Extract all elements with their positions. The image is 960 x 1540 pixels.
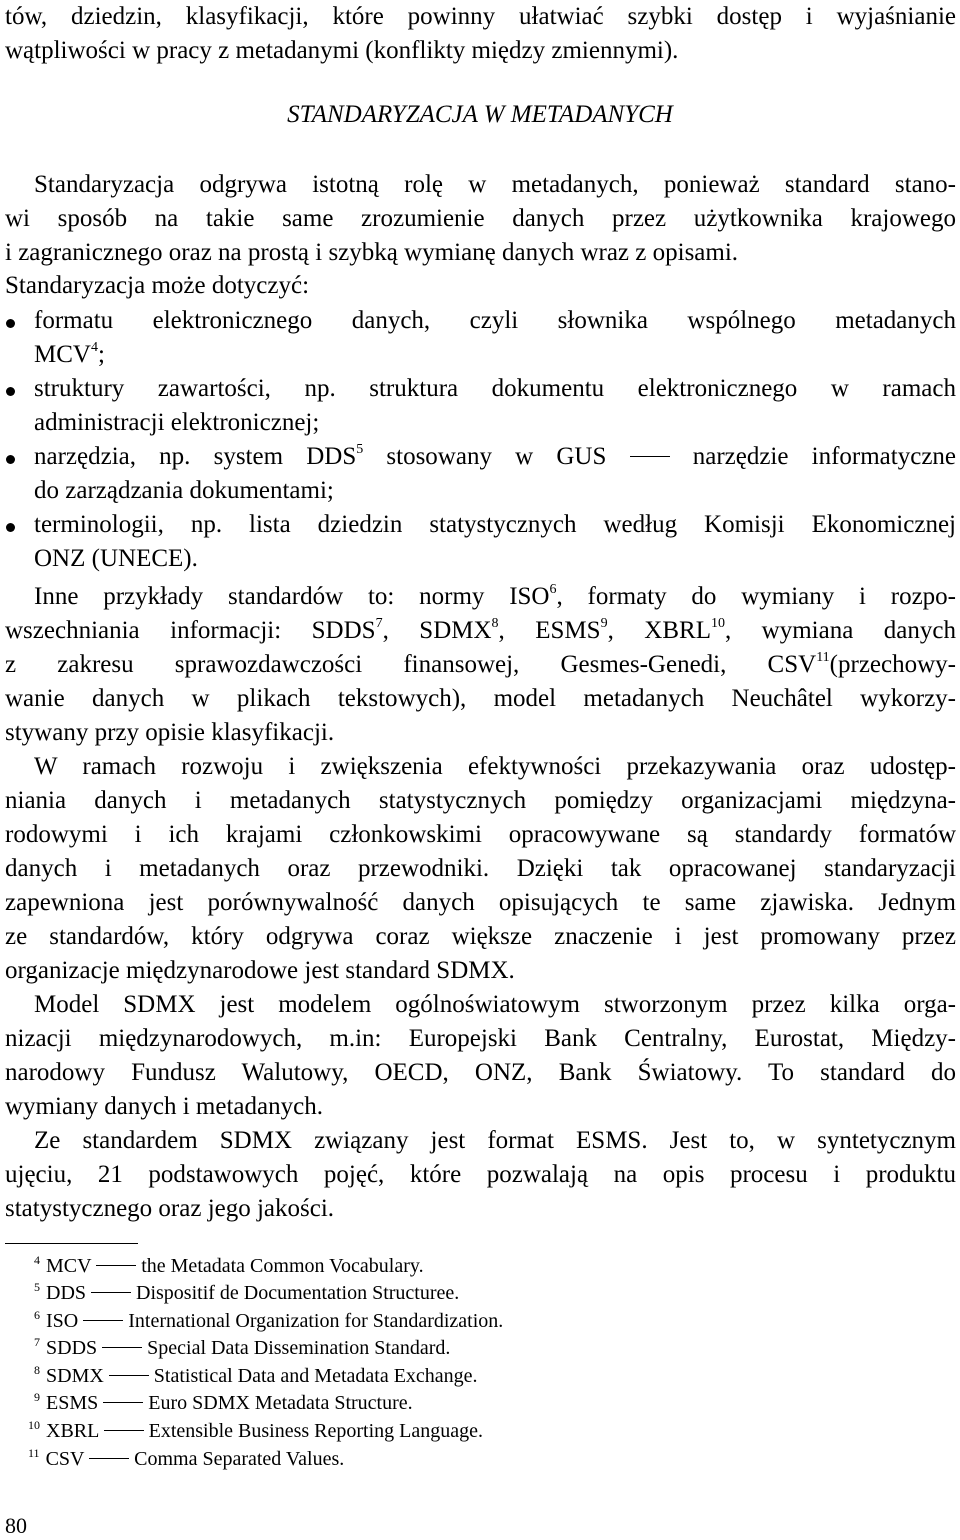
footnote-abbr: DDS <box>46 1282 87 1304</box>
page-number: 80 <box>5 1513 27 1538</box>
footnote <box>28 1446 344 1473</box>
text-span: stosowany w GUS <box>363 443 630 470</box>
bullet-icon <box>6 455 15 464</box>
text-span: , SDMX <box>382 617 492 644</box>
footnote-ref: 6 <box>549 582 557 597</box>
text-line <box>34 580 956 614</box>
footnote-number: 5 <box>34 1280 40 1294</box>
text-line: organizacje międzynarodowe jest standard SDMX. <box>5 957 515 984</box>
footnote-number: 7 <box>34 1335 40 1349</box>
text-span: z zakresu sprawozdawczości finansowej, Gesmes-Genedi, CSV <box>5 651 817 678</box>
em-dash <box>109 1375 149 1376</box>
footnote-abbr: CSV <box>45 1448 85 1470</box>
text-line: narodowy Fundusz Walutowy, OECD, ONZ, Bank Światowy. To standard do <box>5 1059 956 1086</box>
text-line: Model SDMX jest modelem ogólnoświatowym stworzonym przez kilka orga- <box>34 991 956 1018</box>
footnote-number: 10 <box>28 1418 40 1432</box>
text-line: wymiany danych i metadanych. <box>5 1093 323 1120</box>
list-item-line: administracji elektronicznej; <box>34 409 320 436</box>
footnote-divider <box>5 1243 138 1244</box>
footnote-text: Dispositif de Documentation Structuree. <box>136 1282 460 1304</box>
footnote-abbr: SDDS <box>46 1337 98 1359</box>
em-dash <box>102 1347 142 1348</box>
text-span: , wymiana danych <box>724 617 956 644</box>
footnote-text: the Metadata Common Vocabulary. <box>141 1255 424 1277</box>
em-dash <box>630 456 670 458</box>
footnote-text: Euro SDMX Metadata Structure. <box>148 1392 413 1414</box>
footnote <box>34 1335 450 1362</box>
footnote-number: 9 <box>34 1390 40 1404</box>
text-line <box>5 648 956 682</box>
footnote <box>34 1253 424 1280</box>
em-dash <box>104 1430 144 1431</box>
text-line <box>5 614 956 648</box>
text-line: W ramach rozwoju i zwiększenia efektywności przekazywania oraz udostęp- <box>34 753 956 780</box>
footnote-abbr: SDMX <box>46 1365 104 1387</box>
text-span: , XBRL <box>607 617 711 644</box>
list-item-line: ONZ (UNECE). <box>34 545 198 572</box>
footnote-abbr: XBRL <box>46 1420 99 1442</box>
text-line: nizacji międzynarodowych, m.in: Europejski Bank Centralny, Eurostat, Między- <box>5 1025 956 1052</box>
footnote-ref: 4 <box>90 340 98 355</box>
text-line: Standaryzacja odgrywa istotną rolę w metadanych, ponieważ standard stano- <box>34 171 956 198</box>
text-line: ujęciu, 21 podstawowych pojęć, które pozwalają na opis procesu i produktu <box>5 1161 956 1188</box>
footnote <box>28 1418 483 1445</box>
text-line: Standaryzacja może dotyczyć: <box>5 272 310 299</box>
footnote-text: Extensible Business Reporting Language. <box>148 1420 483 1442</box>
footnote <box>34 1280 459 1307</box>
list-item-line: struktury zawartości, np. struktura dokumentu elektronicznego w ramach <box>34 375 956 402</box>
footnote-text: Comma Separated Values. <box>134 1448 345 1470</box>
em-dash <box>91 1292 131 1293</box>
text-line: danych i metadanych oraz przewodniki. Dzięki tak opracowanej standaryzacji <box>5 855 956 882</box>
footnote-number: 6 <box>34 1308 40 1322</box>
text-span: Inne przykłady standardów to: normy ISO <box>34 583 550 610</box>
footnote-ref: 10 <box>710 616 725 631</box>
text-line: tów, dziedzin, klasyfikacji, które powinny ułatwiać szybki dostęp i wyjaśnianie <box>5 3 956 30</box>
footnote-abbr: MCV <box>46 1255 92 1277</box>
footnote <box>34 1363 478 1390</box>
text-line: statystycznego oraz jego jakości. <box>5 1195 335 1222</box>
list-item-line <box>34 338 956 372</box>
text-span: MCV <box>34 341 91 368</box>
footnote-text: International Organization for Standardization. <box>128 1310 504 1332</box>
list-item-line: terminologii, np. lista dziedzin statystycznych według Komisji Ekonomicznej <box>34 511 956 538</box>
text-span: (przechowy- <box>829 651 956 678</box>
em-dash <box>83 1320 123 1321</box>
text-line: rodowymi i ich krajami członkowskimi opracowywane są standardy formatów <box>5 821 956 848</box>
text-span: wszechniania informacji: SDDS <box>5 617 376 644</box>
text-span: narzędzia, np. system DDS <box>34 443 357 470</box>
text-line: niania danych i metadanych statystycznych pomiędzy organizacjami międzyna- <box>5 787 956 814</box>
footnote <box>34 1390 413 1417</box>
text-line: i zagranicznego oraz na prostą i szybką wymianę danych wraz z opisami. <box>5 239 739 266</box>
text-span: , formaty do wymiany i rozpo- <box>556 583 957 610</box>
text-line: wanie danych w plikach tekstowych), model metadanych Neuchâtel wykorzy- <box>5 685 956 712</box>
list-item-line: formatu elektronicznego danych, czyli słownika wspólnego metadanych <box>34 307 956 334</box>
footnote-abbr: ESMS <box>46 1392 99 1414</box>
bullet-icon <box>6 387 15 396</box>
footnote-number: 4 <box>34 1253 40 1267</box>
em-dash <box>89 1458 129 1459</box>
list-item-line <box>34 440 956 474</box>
footnote-text: Statistical Data and Metadata Exchange. <box>153 1365 478 1387</box>
footnote-ref: 8 <box>491 616 499 631</box>
footnote-ref: 5 <box>356 442 364 457</box>
footnote-number: 11 <box>28 1446 40 1460</box>
em-dash <box>96 1265 136 1266</box>
text-span: , ESMS <box>498 617 601 644</box>
footnote-ref: 11 <box>816 650 830 665</box>
em-dash <box>103 1402 143 1403</box>
footnote-text: Special Data Dissemination Standard. <box>147 1337 451 1359</box>
list-item-line: do zarządzania dokumentami; <box>34 477 334 504</box>
footnote-ref: 7 <box>375 616 383 631</box>
text-line: wątpliwości w pracy z metadanymi (konflikty między zmiennymi). <box>5 37 679 64</box>
section-heading: STANDARYZACJA W METADANYCH <box>287 101 673 128</box>
bullet-icon <box>6 523 15 532</box>
text-line: Ze standardem SDMX związany jest format ESMS. Jest to, w syntetycznym <box>34 1127 956 1154</box>
text-line: zapewniona jest porównywalność danych opisujących te same zjawiska. Jednym <box>5 889 956 916</box>
text-line: ze standardów, który odgrywa coraz większe znaczenie i jest promowany przez <box>5 923 956 950</box>
bullet-icon <box>6 319 15 328</box>
footnote-ref: 9 <box>600 616 608 631</box>
footnote <box>34 1308 503 1335</box>
text-line: stywany przy opisie klasyfikacji. <box>5 719 335 746</box>
footnote-abbr: ISO <box>46 1310 79 1332</box>
footnote-number: 8 <box>34 1363 40 1377</box>
text-span: narzędzie informatyczne <box>669 443 957 470</box>
text-span: ; <box>97 341 105 368</box>
text-line: wi sposób na takie same zrozumienie danych przez użytkownika krajowego <box>5 205 956 232</box>
